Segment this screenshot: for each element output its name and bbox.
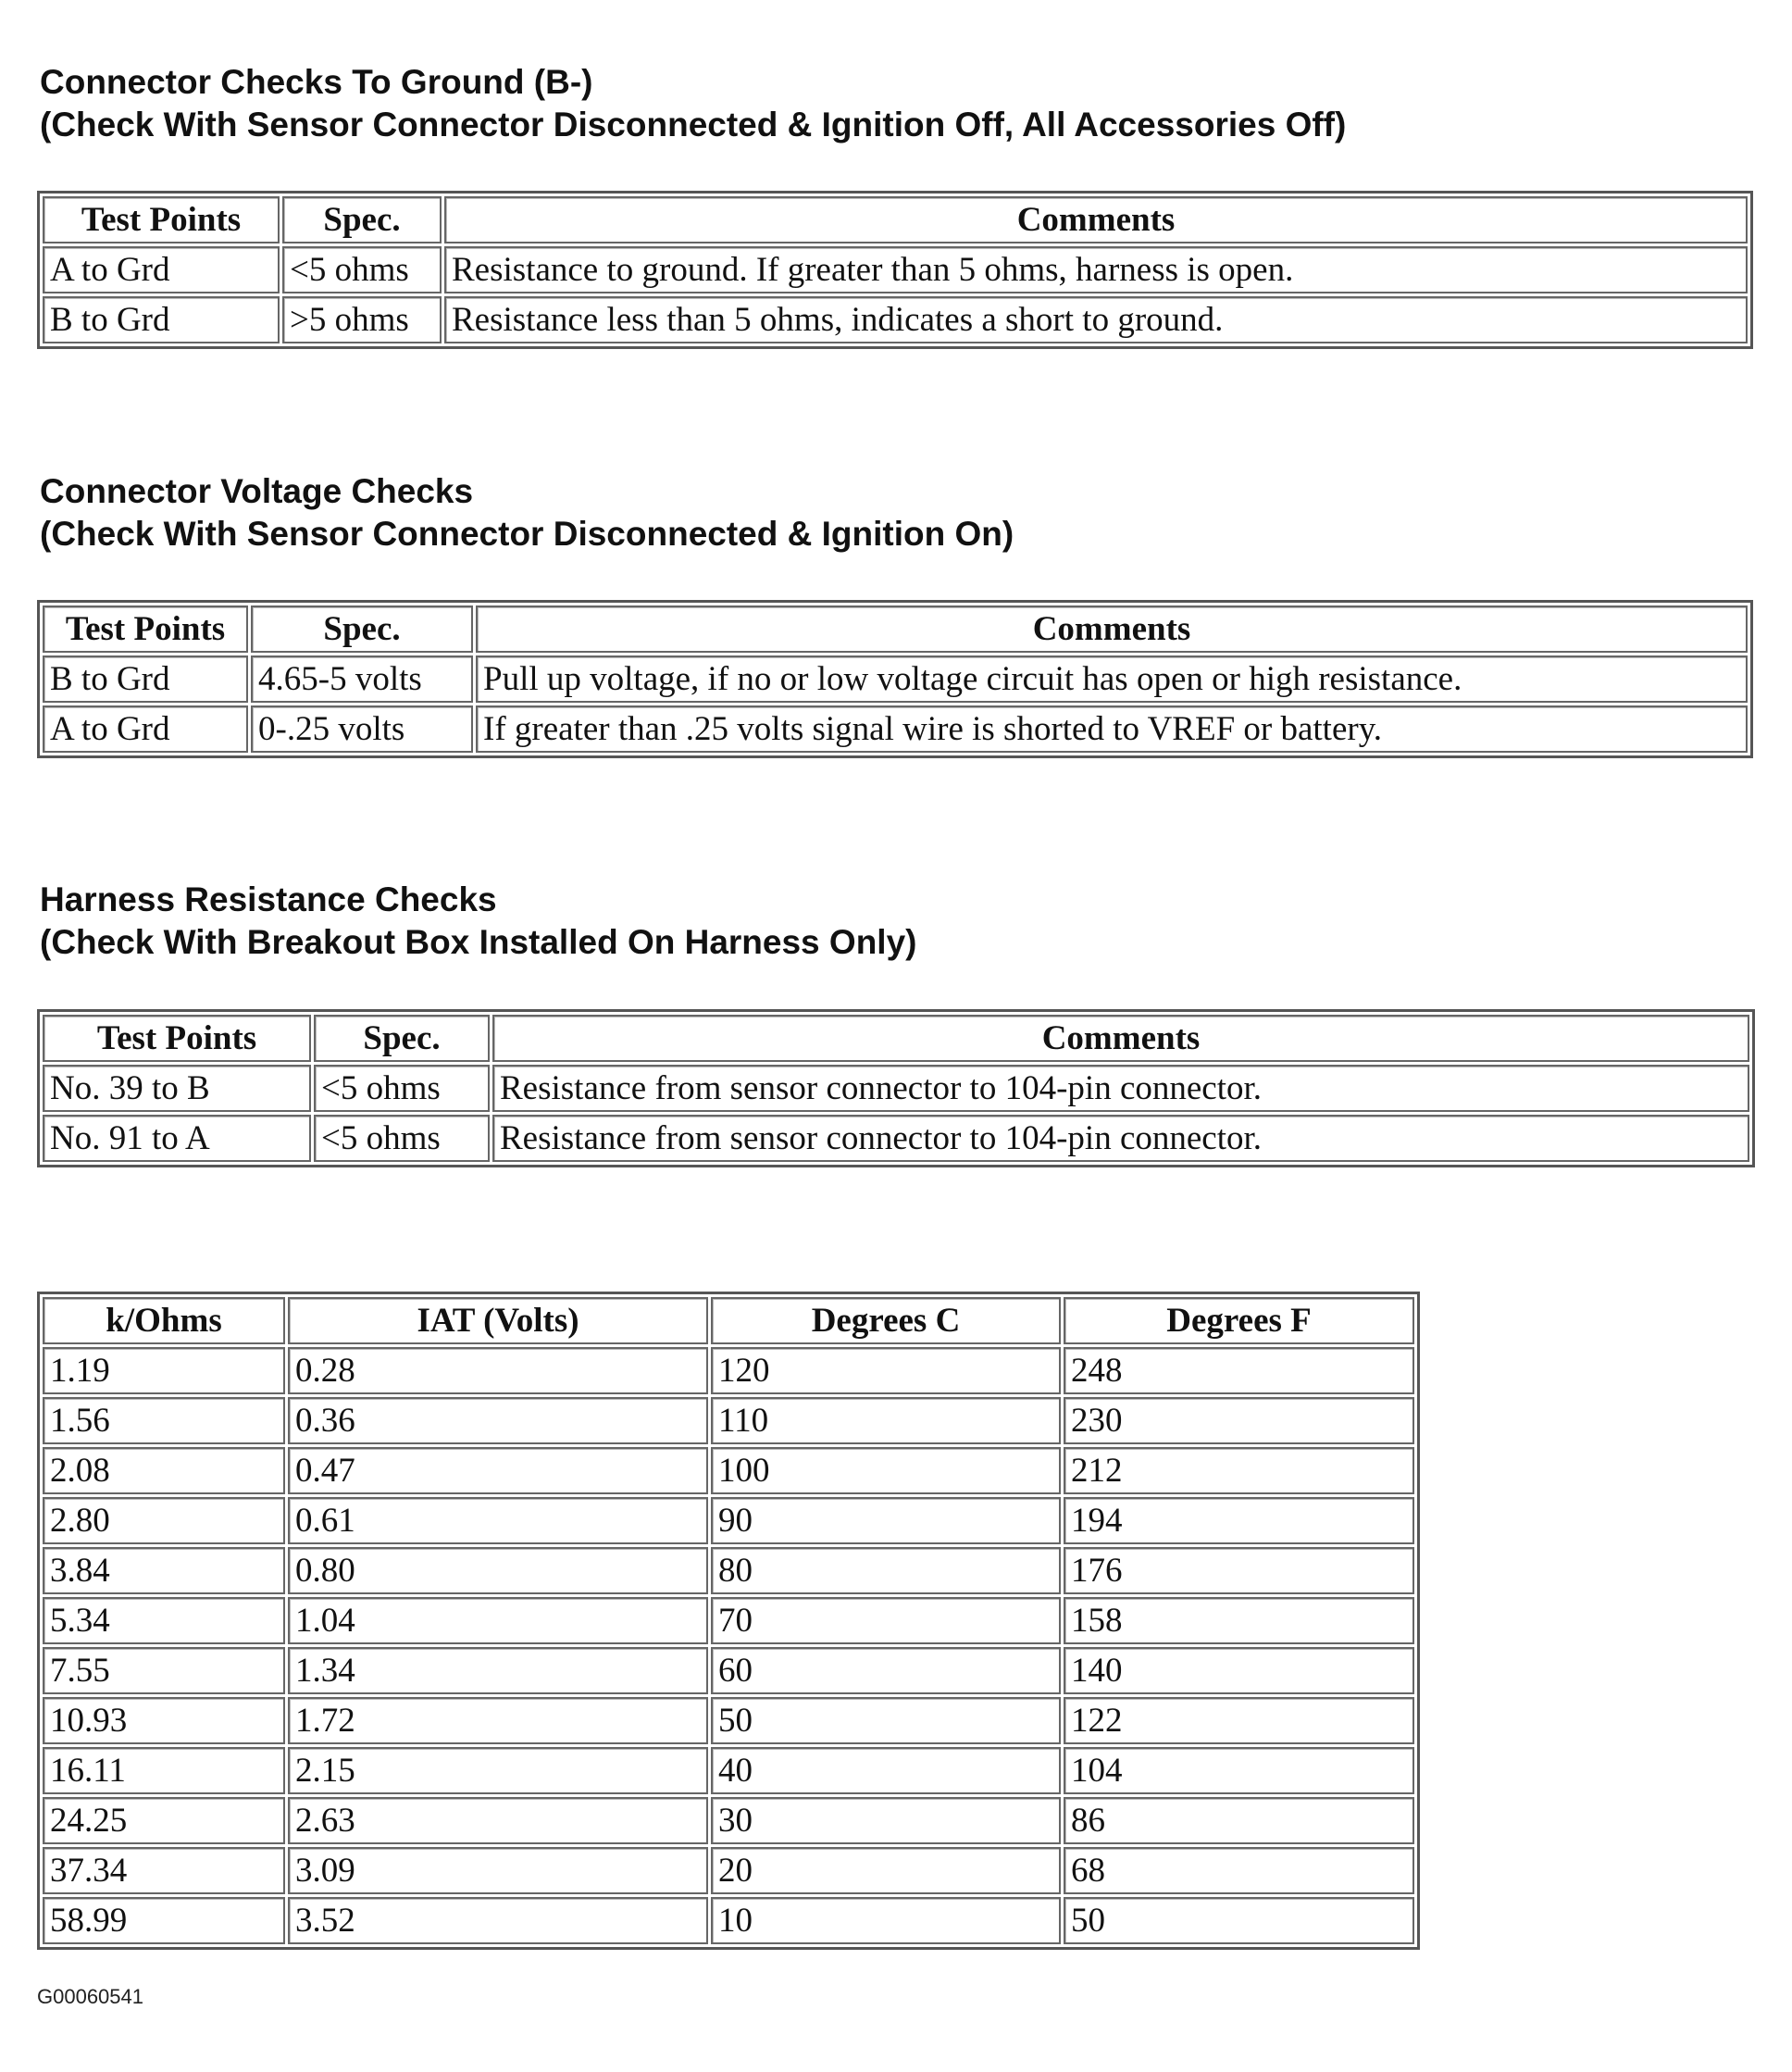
column-header: Spec. <box>251 605 473 653</box>
spec-cell: <5 ohms <box>282 246 442 293</box>
degrees-f-cell: 248 <box>1064 1347 1414 1394</box>
harness-checks-table <box>37 1009 1755 1167</box>
test-points-cell: B to Grd <box>43 296 280 343</box>
section-subtitle: (Check With Sensor Connector Disconnected & Ignition Off, All Accessories Off) <box>40 106 1347 144</box>
degrees-c-cell: 30 <box>711 1797 1061 1844</box>
figure-id: G00060541 <box>37 1985 143 2008</box>
section-subtitle: (Check With Breakout Box Installed On Harness Only) <box>40 923 917 961</box>
k-ohms-cell: 3.84 <box>43 1547 285 1594</box>
degrees-c-cell: 40 <box>711 1747 1061 1794</box>
section-subtitle: (Check With Sensor Connector Disconnected & Ignition On) <box>40 515 1014 553</box>
section-heading-harness-checks <box>40 879 916 964</box>
table-row <box>43 655 1748 703</box>
degrees-c-cell: 90 <box>711 1497 1061 1544</box>
k-ohms-cell: 10.93 <box>43 1697 285 1744</box>
column-header: Test Points <box>43 1015 311 1062</box>
column-header: Comments <box>444 196 1748 243</box>
degrees-c-cell: 80 <box>711 1547 1061 1594</box>
degrees-c-cell: 100 <box>711 1447 1061 1494</box>
column-header: Spec. <box>314 1015 490 1062</box>
iat-volts-cell: 0.47 <box>288 1447 708 1494</box>
test-points-cell: No. 39 to B <box>43 1065 311 1112</box>
iat-volts-cell: 0.28 <box>288 1347 708 1394</box>
iat-volts-cell: 0.61 <box>288 1497 708 1544</box>
spec-cell: 4.65-5 volts <box>251 655 473 703</box>
degrees-f-cell: 104 <box>1064 1747 1414 1794</box>
iat-volts-cell: 1.04 <box>288 1597 708 1644</box>
k-ohms-cell: 1.56 <box>43 1397 285 1444</box>
k-ohms-cell: 1.19 <box>43 1347 285 1394</box>
table-row <box>43 1115 1749 1162</box>
column-header: Spec. <box>282 196 442 243</box>
iat-volts-cell: 3.09 <box>288 1847 708 1894</box>
voltage-checks-table <box>37 600 1753 758</box>
spec-cell: 0-.25 volts <box>251 705 473 753</box>
degrees-c-cell: 60 <box>711 1647 1061 1694</box>
comments-cell: Resistance from sensor connector to 104-pin connector. <box>492 1065 1749 1112</box>
table-row <box>43 1897 1414 1944</box>
degrees-f-cell: 158 <box>1064 1597 1414 1644</box>
degrees-f-cell: 86 <box>1064 1797 1414 1844</box>
table-row <box>43 1547 1414 1594</box>
column-header: IAT (Volts) <box>288 1297 708 1344</box>
iat-volts-cell: 3.52 <box>288 1897 708 1944</box>
ground-checks-table <box>37 191 1753 349</box>
k-ohms-cell: 7.55 <box>43 1647 285 1694</box>
comments-cell: Resistance less than 5 ohms, indicates a short to ground. <box>444 296 1748 343</box>
spec-cell: >5 ohms <box>282 296 442 343</box>
table-row <box>43 296 1748 343</box>
k-ohms-cell: 2.08 <box>43 1447 285 1494</box>
degrees-f-cell: 212 <box>1064 1447 1414 1494</box>
iat-volts-cell: 1.34 <box>288 1647 708 1694</box>
comments-cell: Resistance to ground. If greater than 5 ohms, harness is open. <box>444 246 1748 293</box>
section-title: Connector Voltage Checks <box>40 472 474 510</box>
degrees-c-cell: 70 <box>711 1597 1061 1644</box>
table-header-row <box>43 1297 1414 1344</box>
table-row <box>43 1447 1414 1494</box>
table-row <box>43 1847 1414 1894</box>
table-header-row <box>43 605 1748 653</box>
table-row <box>43 1597 1414 1644</box>
table-row <box>43 705 1748 753</box>
spec-cell: <5 ohms <box>314 1115 490 1162</box>
iat-volts-cell: 1.72 <box>288 1697 708 1744</box>
column-header: Degrees C <box>711 1297 1061 1344</box>
column-header: Degrees F <box>1064 1297 1414 1344</box>
iat-volts-cell: 2.15 <box>288 1747 708 1794</box>
k-ohms-cell: 37.34 <box>43 1847 285 1894</box>
degrees-c-cell: 50 <box>711 1697 1061 1744</box>
degrees-c-cell: 20 <box>711 1847 1061 1894</box>
table-row <box>43 1797 1414 1844</box>
test-points-cell: No. 91 to A <box>43 1115 311 1162</box>
k-ohms-cell: 2.80 <box>43 1497 285 1544</box>
test-points-cell: B to Grd <box>43 655 248 703</box>
degrees-f-cell: 122 <box>1064 1697 1414 1744</box>
table-row <box>43 1697 1414 1744</box>
section-title: Harness Resistance Checks <box>40 880 497 918</box>
comments-cell: If greater than .25 volts signal wire is shorted to VREF or battery. <box>476 705 1748 753</box>
iat-volts-cell: 2.63 <box>288 1797 708 1844</box>
column-header: Test Points <box>43 605 248 653</box>
column-header: Comments <box>492 1015 1749 1062</box>
table-row <box>43 1497 1414 1544</box>
degrees-c-cell: 120 <box>711 1347 1061 1394</box>
iat-volts-cell: 0.36 <box>288 1397 708 1444</box>
iat-volts-cell: 0.80 <box>288 1547 708 1594</box>
section-title: Connector Checks To Ground (B-) <box>40 63 593 101</box>
iat-table-body <box>43 1347 1414 1944</box>
table-row <box>43 1347 1414 1394</box>
table-row <box>43 1397 1414 1444</box>
k-ohms-cell: 16.11 <box>43 1747 285 1794</box>
table-row <box>43 1647 1414 1694</box>
table-row <box>43 1065 1749 1112</box>
table-header-row <box>43 1015 1749 1062</box>
test-points-cell: A to Grd <box>43 705 248 753</box>
table-header-row <box>43 196 1748 243</box>
spec-cell: <5 ohms <box>314 1065 490 1112</box>
k-ohms-cell: 58.99 <box>43 1897 285 1944</box>
k-ohms-cell: 5.34 <box>43 1597 285 1644</box>
degrees-f-cell: 176 <box>1064 1547 1414 1594</box>
degrees-f-cell: 194 <box>1064 1497 1414 1544</box>
degrees-f-cell: 68 <box>1064 1847 1414 1894</box>
k-ohms-cell: 24.25 <box>43 1797 285 1844</box>
table-row <box>43 246 1748 293</box>
test-points-cell: A to Grd <box>43 246 280 293</box>
section-heading-voltage-checks <box>40 470 1014 555</box>
column-header: k/Ohms <box>43 1297 285 1344</box>
table-row <box>43 1747 1414 1794</box>
degrees-f-cell: 50 <box>1064 1897 1414 1944</box>
comments-cell: Resistance from sensor connector to 104-pin connector. <box>492 1115 1749 1162</box>
column-header: Test Points <box>43 196 280 243</box>
column-header: Comments <box>476 605 1748 653</box>
comments-cell: Pull up voltage, if no or low voltage circuit has open or high resistance. <box>476 655 1748 703</box>
degrees-f-cell: 230 <box>1064 1397 1414 1444</box>
degrees-f-cell: 140 <box>1064 1647 1414 1694</box>
iat-sensor-table <box>37 1292 1420 1950</box>
degrees-c-cell: 110 <box>711 1397 1061 1444</box>
degrees-c-cell: 10 <box>711 1897 1061 1944</box>
section-heading-ground-checks <box>40 61 1346 146</box>
